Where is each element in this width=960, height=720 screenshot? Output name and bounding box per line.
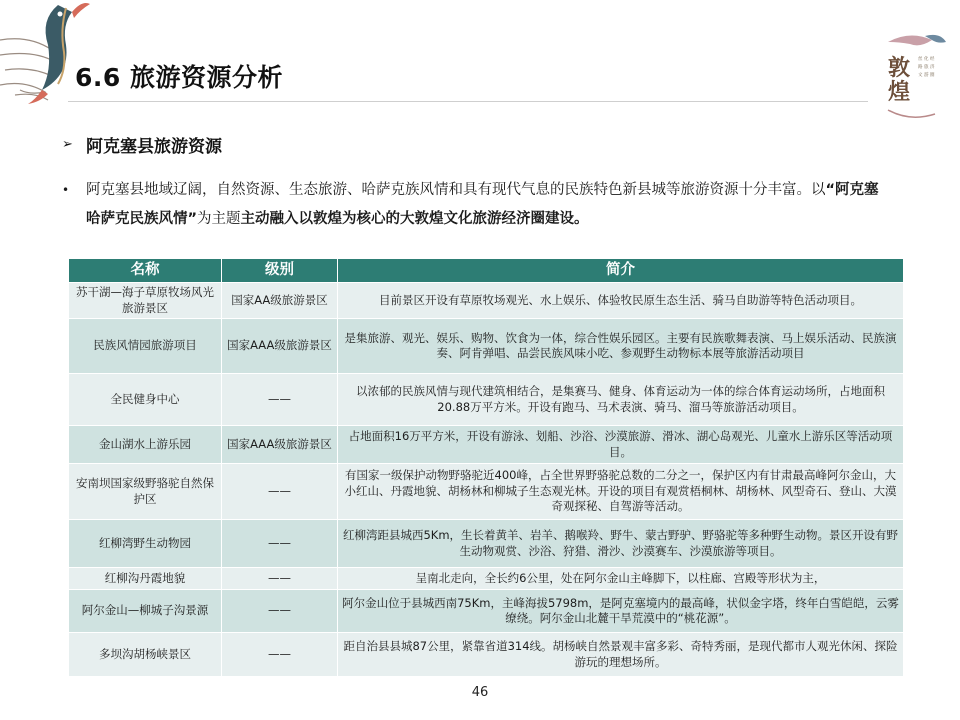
cell-name: 金山湖水上游乐园 [69,426,222,464]
cell-intro: 占地面积16万平方米，开设有游泳、划船、沙浴、沙漠旅游、滑冰、湖心岛观光、儿童水上游乐区等活动项目。 [338,426,904,464]
cell-level: —— [222,568,338,590]
cell-level: —— [222,374,338,426]
intro-paragraph [62,176,892,234]
table-row [69,374,904,426]
cell-level: —— [222,633,338,677]
svg-text:文: 文 [918,73,923,78]
cell-intro: 阿尔金山位于县城西南75Km，主峰海拔5798m，是阿克塞境内的最高峰，状似金字塔，终年白雪皑皑，云雾缭绕。阿尔金山北麓干旱荒漠中的“桃花源”。 [338,590,904,633]
cell-name: 多坝沟胡杨峡景区 [69,633,222,677]
page-number: 46 [471,685,489,700]
section-subheading-text: 阿克塞县旅游资源 [86,137,222,157]
svg-text:圈: 圈 [930,73,935,78]
svg-text:济: 济 [930,65,935,70]
cell-intro: 是集旅游、观光、娱乐、购物、饮食为一体，综合性娱乐园区。主要有民族歌舞表演、马上娱乐活动、民族演奏、阿肯弹唱、品尝民族风味小吃、参观野生动物标本展等旅游活动项目 [338,319,904,374]
svg-text:游: 游 [924,73,929,78]
table-row [69,590,904,633]
cell-name: 红柳沟丹霞地貌 [69,568,222,590]
cell-level: —— [222,464,338,520]
cell-level: —— [222,590,338,633]
cell-name: 阿尔金山—柳城子沟景源 [69,590,222,633]
table-row [69,568,904,590]
cell-intro: 以浓郁的民族风情与现代建筑相结合，是集赛马、健身、体育运动为一体的综合体育运动场所，占地面积20.88万平方米。开设有跑马、马术表演、骑马、溜马等旅游活动项目。 [338,374,904,426]
header-intro: 简介 [338,259,904,283]
tourism-resources-table [68,258,904,677]
intro-emphasis: 主动融入以敦煌为核心的大敦煌文化旅游经济圈建设。 [240,211,589,227]
table-header-row [69,259,904,283]
cell-name: 苏干湖—海子草原牧场风光旅游景区 [69,283,222,319]
svg-text:路: 路 [918,65,923,70]
cell-intro: 红柳湾距县城西5Km，生长着黄羊、岩羊、鹅喉羚、野牛、蒙古野驴、野骆驼等多种野生动物。景区开设有野生动物观赏、沙浴、狩猎、滑沙、沙漠赛车、沙漠旅游等项目。 [338,520,904,568]
cell-intro: 目前景区开设有草原牧场观光、水上娱乐、体验牧民原生态生活、骑马自助游等特色活动项目。 [338,283,904,319]
table-row [69,283,904,319]
cell-level: 国家AAA级旅游景区 [222,319,338,374]
cell-name: 民族风情园旅游项目 [69,319,222,374]
intro-paragraph-body [86,176,892,234]
cell-name: 全民健身中心 [69,374,222,426]
header-name: 名称 [69,259,222,283]
page-title: 6.6 旅游资源分析 [75,63,283,92]
cell-name: 安南坝国家级野骆驼自然保护区 [69,464,222,520]
table-row [69,633,904,677]
intro-theme-quote: “阿克塞哈萨克民族风情” [86,182,879,227]
header-level: 级别 [222,259,338,283]
section-subheading [62,132,222,157]
table-row [69,464,904,520]
bullet-dot-icon: • [62,183,70,197]
table-row [69,426,904,464]
svg-text:丝: 丝 [918,57,923,62]
svg-text:经: 经 [930,57,935,62]
svg-text:旅: 旅 [924,65,929,70]
cell-level: —— [222,520,338,568]
cell-intro: 呈南北走向，全长约6公里，处在阿尔金山主峰脚下，以柱廊、宫殿等形状为主， [338,568,904,590]
cell-level: 国家AA级旅游景区 [222,283,338,319]
dunhuang-logo [880,30,952,125]
cell-intro: 有国家一级保护动物野骆驼近400峰，占全世界野骆驼总数的二分之一，保护区内有甘肃最高峰阿尔金山，大小红山、丹霞地貌、胡杨林和柳城子生态观光林。开设的项目有观赏梧桐林、胡杨林、风型奇石、登山、大漠奇观探秘、自驾游等活动。 [338,464,904,520]
arrow-bullet-icon: ➢ [62,137,73,152]
cell-intro: 距自治县县城87公里，紧靠省道314线。胡杨峡自然景观丰富多彩、奇特秀丽，是现代都市人观光休闲、探险游玩的理想场所。 [338,633,904,677]
intro-text-part1: 阿克塞县地域辽阔，自然资源、生态旅游、哈萨克族风情和具有现代气息的民族特色新县城等旅游资源十分丰富。以 [86,182,826,198]
svg-text:化: 化 [924,57,929,62]
intro-text-part3: 为主题 [197,211,241,227]
table-row [69,520,904,568]
cell-name: 红柳湾野生动物园 [69,520,222,568]
title-divider [68,101,868,102]
table-row [69,319,904,374]
cell-level: 国家AAA级旅游景区 [222,426,338,464]
logo-wordmark: 敦煌 [888,55,911,105]
